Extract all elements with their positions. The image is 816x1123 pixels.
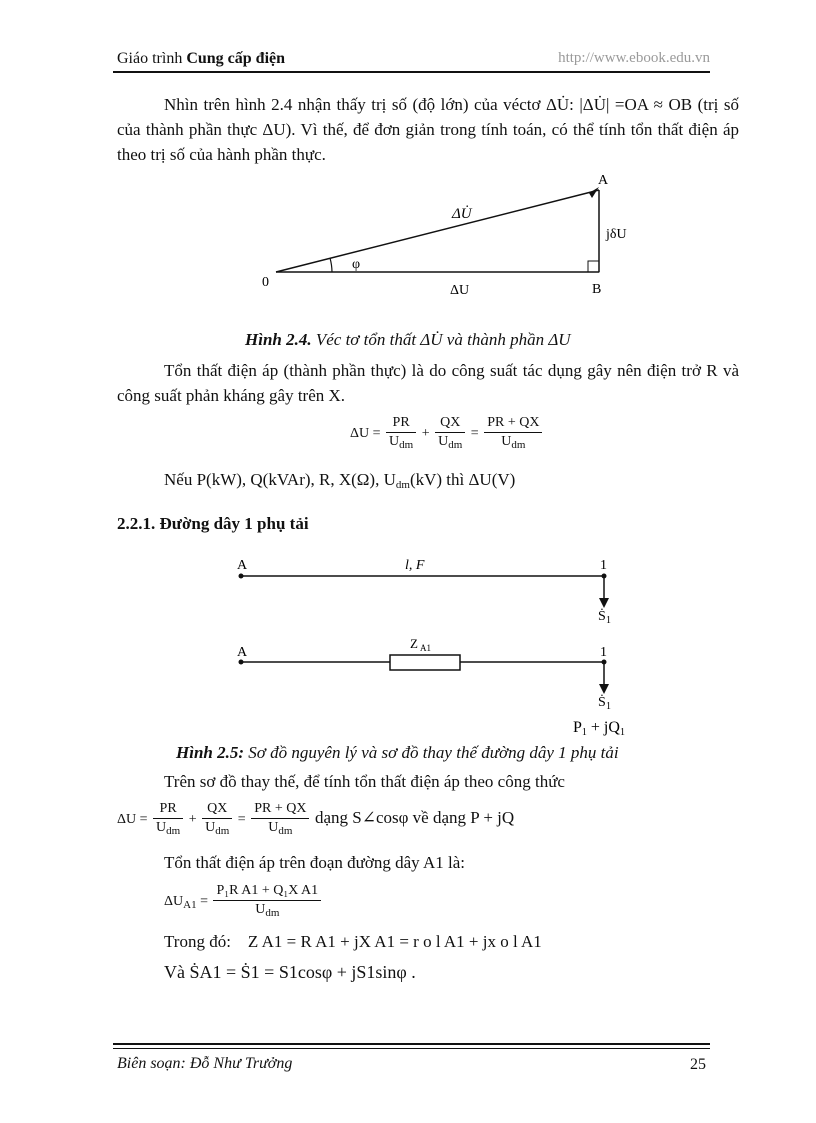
page-number: 25: [690, 1056, 706, 1073]
label-1-top: 1: [600, 558, 607, 573]
label-a-top: A: [237, 558, 248, 573]
phi-label: φ: [352, 257, 361, 272]
paragraph-intro-line1: Nhìn trên hình 2.4 nhận thấy trị số (độ lớn) của véctơ ΔU̇: |ΔU̇| =OA ≈ OB: [164, 95, 693, 114]
header-url[interactable]: http://www.ebook.edu.vn: [558, 50, 710, 66]
label-z-sub: A1: [420, 643, 431, 653]
dudot-vector: [276, 190, 599, 272]
label-pq: P1 + jQ1: [573, 719, 625, 736]
label-1-bottom: 1: [600, 645, 607, 660]
footer-rule-thin: [113, 1048, 710, 1049]
line-diagram-2-5: [230, 556, 630, 736]
point-b-label: B: [592, 282, 602, 297]
paragraph-units: Nếu P(kW), Q(kVAr), R, X(Ω), $U_{dm}(kV)$ thì ΔU(V): [164, 470, 516, 491]
figure-2-4-caption: Hình 2.4. Véc tơ tổn thất ΔU̇ và thành phần ΔU: [245, 330, 571, 349]
vector-diagram-2-4: [240, 168, 660, 303]
vector-arrowhead: [589, 187, 599, 198]
label-load-bottom: Ṡ: [598, 695, 606, 710]
footer-rule-thick: [113, 1043, 710, 1045]
header-rule: [113, 71, 710, 73]
formula-du-a1: $\Delta U_{A1}$ = $\frac{\text{P₁R A1 + Q₁X A1}}{U_{dm}}$: [164, 882, 323, 922]
header-title: Giáo trình Cung cấp điện: [117, 50, 286, 67]
label-load-top-sub: 1: [606, 615, 611, 626]
paragraph-and: Và ṠA1 = Ṡ1 = S1cosφ + jS1sinφ .: [164, 962, 416, 982]
figure-2-5-caption: Hình 2.5: Sơ đồ nguyên lý và sơ đồ thay thế đường dây 1 phụ tải: [176, 743, 619, 762]
paragraph-intro-rest: (trị số của thành phần thực ΔU). Vì thế, để đơn giản trong tính toán, có thể tính tổn thất điện áp theo trị số của hành phần thực.: [117, 95, 740, 164]
paragraph-loss-explanation: Tổn thất điện áp (thành phần thực) là do công suất tác dụng gây nên điện trở R và công suất phản kháng gây trên X.: [117, 361, 739, 405]
load-arrow-bottom: [599, 684, 609, 694]
jdu-label: jδU: [606, 227, 627, 242]
label-z: Z: [410, 636, 418, 651]
paragraph-calc-line1: Trên sơ đồ thay thế, để tính tổn thất điện áp theo công thức: [164, 772, 565, 791]
load-arrow-top: [599, 598, 609, 608]
paragraph-where: Trong đó: Z A1 = R A1 + jX A1 = r o l A1 + jx o l A1: [164, 932, 542, 951]
point-a-label: A: [598, 173, 609, 188]
label-load-top: Ṡ: [598, 609, 606, 624]
impedance-za1: [390, 655, 460, 670]
label-lf: l, F: [405, 558, 425, 573]
du-label: ΔU: [450, 283, 470, 298]
footer-author: Biên soạn: Đỗ Như Trưởng: [117, 1055, 293, 1072]
paragraph-intro: [117, 92, 739, 167]
origin-label: 0: [262, 275, 269, 290]
angle-arc: [330, 258, 332, 272]
label-a-bottom: A: [237, 645, 248, 660]
formula-du-inline: ΔU = $\frac{PR}{U_{dm}}$ + $\frac{QX}{U_{dm}}$ = $\frac{PR + QX}{U_{dm}}$ dạng S∠cosφ về dạng P + jQ: [117, 801, 515, 837]
label-load-bottom-sub: 1: [606, 701, 611, 712]
paragraph-a1-loss: Tổn thất điện áp trên đoạn đường dây A1 là:: [164, 853, 465, 872]
right-angle-mark: [588, 261, 599, 272]
formula-du: ΔU = $\frac{PR}{U_{dm}}$ + $\frac{QX}{U_{dm}}$ = $\frac{PR + QX}{U_{dm}}$: [350, 414, 544, 454]
section-heading: 2.2.1. Đường dây 1 phụ tải: [117, 514, 309, 533]
dudot-label: ΔU̇: [452, 206, 472, 222]
